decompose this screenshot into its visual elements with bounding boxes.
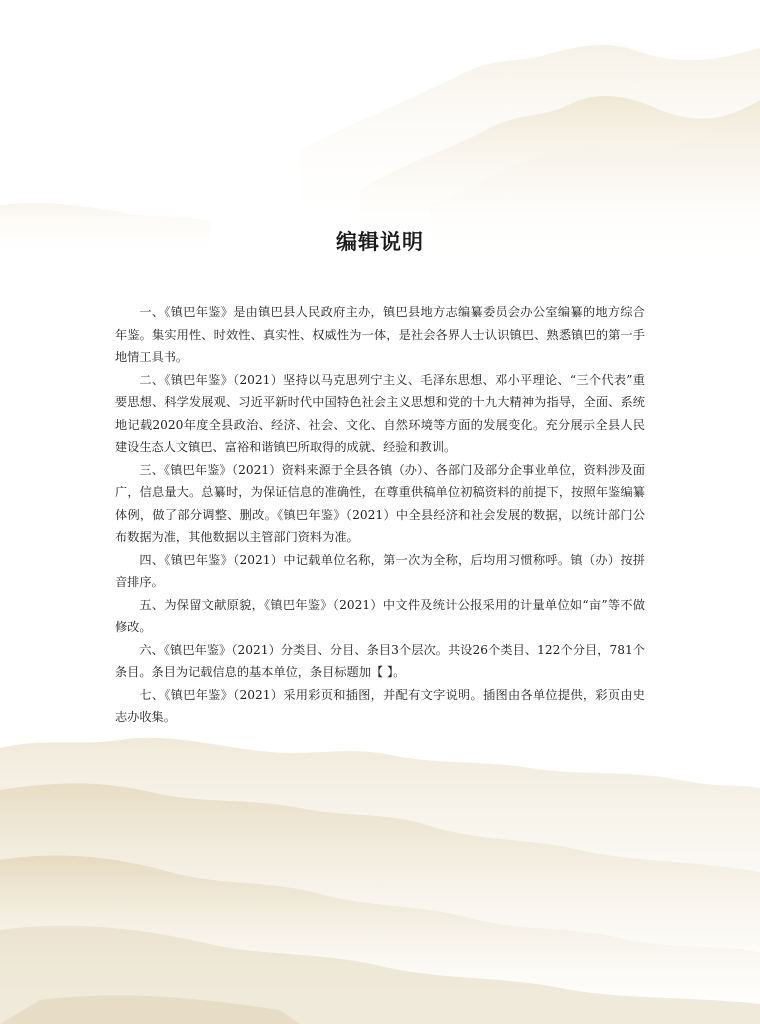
paragraph-1: 一、《镇巴年鉴》是由镇巴县人民政府主办，镇巴县地方志编纂委员会办公室编纂的地方综合年鉴。集实用性、时效性、真实性、权威性为一体，是社会各界人士认识镇巴、熟悉镇巴的第一手地情工具书。 xyxy=(115,305,645,364)
paragraph-7: 七、《镇巴年鉴》（2021）采用彩页和插图，并配有文字说明。插图由各单位提供，彩页由史志办收集。 xyxy=(115,687,645,724)
paragraph-5: 五、为保留文献原貌，《镇巴年鉴》（2021）中文件及统计公报采用的计量单位如“亩”等不做修改。 xyxy=(115,597,645,634)
paragraph-4: 四、《镇巴年鉴》（2021）中记载单位名称，第一次为全称，后均用习惯称呼。镇（办）按拼音排序。 xyxy=(115,552,645,589)
bottom-mountain-range xyxy=(0,738,760,1024)
document-body xyxy=(115,301,645,729)
paragraph-3: 三、《镇巴年鉴》（2021）资料来源于全县各镇（办）、各部门及部分企事业单位，资料涉及面广，信息量大。总纂时，为保证信息的准确性，在尊重供稿单位初稿资料的前提下，按照年鉴编纂体例，做了部分调整、删改。《镇巴年鉴》（2021）中全县经济和社会发展的数据，以统计部门公布数据为准，其他数据以主管部门资料为准。 xyxy=(115,462,645,544)
paragraph-6: 六、《镇巴年鉴》（2021）分类目、分目、条目3个层次。共设26个类目、122个分目，781个条目。条目为记载信息的基本单位，条目标题加【 】。 xyxy=(115,642,645,679)
paragraph-2: 二、《镇巴年鉴》（2021）坚持以马克思列宁主义、毛泽东思想、邓小平理论、“三个代表”重要思想、科学发展观、习近平新时代中国特色社会主义思想和党的十九大精神为指导，全面、系统地记载2020年度全县政治、经济、社会、文化、自然环境等方面的发展变化。充分展示全县人民建设生态人文镇巴、富裕和谐镇巴所取得的成就、经验和教训。 xyxy=(115,372,645,454)
page-title: 编辑说明 xyxy=(336,230,424,254)
